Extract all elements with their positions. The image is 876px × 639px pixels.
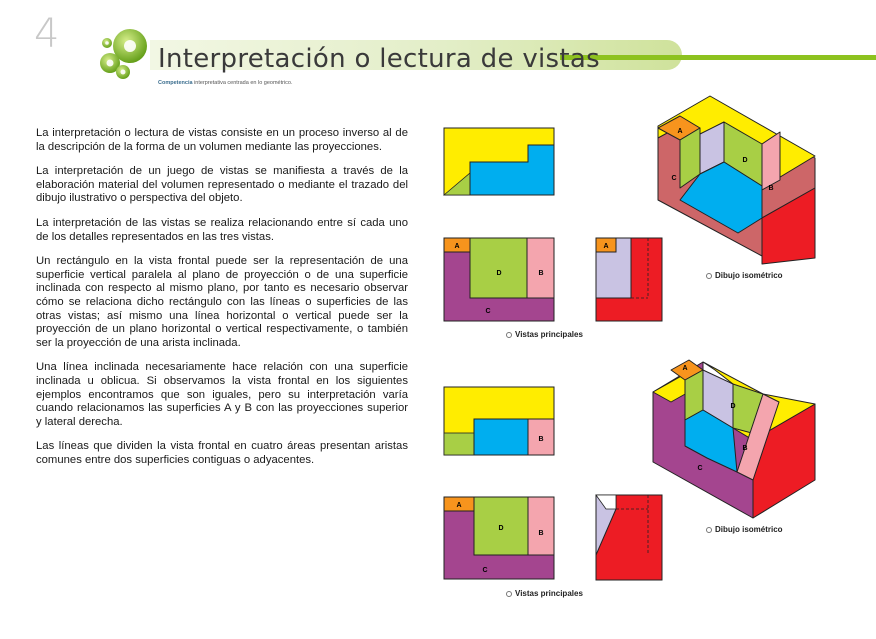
label-a: A [682,365,688,372]
competence-text: interpretativa centrada en lo geométrico. [194,80,293,86]
isometric-example-2 [645,340,865,520]
front-view [444,497,554,579]
paragraph: Un rectángulo en la vista frontal puede ser la representación de una superficie vertical paralela al plano de proyección o de una superficie inclinada con respecto al mismo plano, por tanto es necesario observar cómo se relaciona dicho rectángulo con las líneas o superficies de las otras vistas; así mismo una línea horizontal o vertical puede ser la proyección de un plano horizontal o vertical respectivamente, o también ser la proyección de una arista inclinada. [36,255,408,349]
label-a: A [603,243,609,250]
label-b: B [538,270,544,277]
label-d: D [498,525,504,532]
top-view [444,128,554,195]
chapter-number: 4 [34,11,60,57]
label-d: D [730,403,736,410]
label-b: B [538,436,544,443]
label-c: C [482,567,488,574]
title-accent-line [560,55,876,60]
paragraph: La interpretación de un juego de vistas se manifiesta a través de la elaboración material del volumen representado o mediante el trazado del dibujo ilustrativo o perspectiva del objeto. [36,165,408,205]
label-a: A [454,243,460,250]
paragraph: La interpretación o lectura de vistas consiste en un proceso inverso al de la descripción de la forma de un volumen mediante las proyecciones. [36,127,408,153]
label-a: A [677,128,683,135]
caption-iso-1: Dibujo isométrico [706,271,783,280]
views-example-2 [440,385,665,585]
caption-views-2: Vistas principales [506,589,583,598]
bullet-icon [506,591,512,597]
gears-icon [96,20,158,82]
top-view [444,387,554,455]
page-title: Interpretación o lectura de vistas [158,44,600,74]
competence-line [158,80,293,86]
paragraph: Las líneas que dividen la vista frontal en cuatro áreas presentan aristas comunes entre dos superficies contiguas o adyacentes. [36,440,408,466]
label-d: D [496,270,502,277]
isometric-example-1 [650,88,865,268]
bullet-icon [506,332,512,338]
competence-label: Competencia [158,80,193,86]
label-b: B [768,185,774,192]
views-example-1 [440,125,665,325]
bullet-icon [706,273,712,279]
front-view [444,238,554,321]
label-a: A [456,502,462,509]
paragraph: Una línea inclinada necesariamente hace relación con una superficie inclinada u oblicua. Si observamos la vista frontal en los siguientes ejemplos encontramos que son iguales, pero su interpretación varía cuando relacionamos las superficies A y B con las proyecciones superior y lateral derecha. [36,361,408,428]
label-b: B [742,445,748,452]
label-c: C [485,308,491,315]
body-text [36,127,408,478]
caption-views-1: Vistas principales [506,330,583,339]
label-c: C [671,175,677,182]
caption-iso-2: Dibujo isométrico [706,525,783,534]
label-c: C [697,465,703,472]
paragraph: La interpretación de las vistas se realiza relacionando entre sí cada uno de los detalles representados en las tres vistas. [36,216,408,243]
label-d: D [742,157,748,164]
bullet-icon [706,527,712,533]
label-b: B [538,530,544,537]
